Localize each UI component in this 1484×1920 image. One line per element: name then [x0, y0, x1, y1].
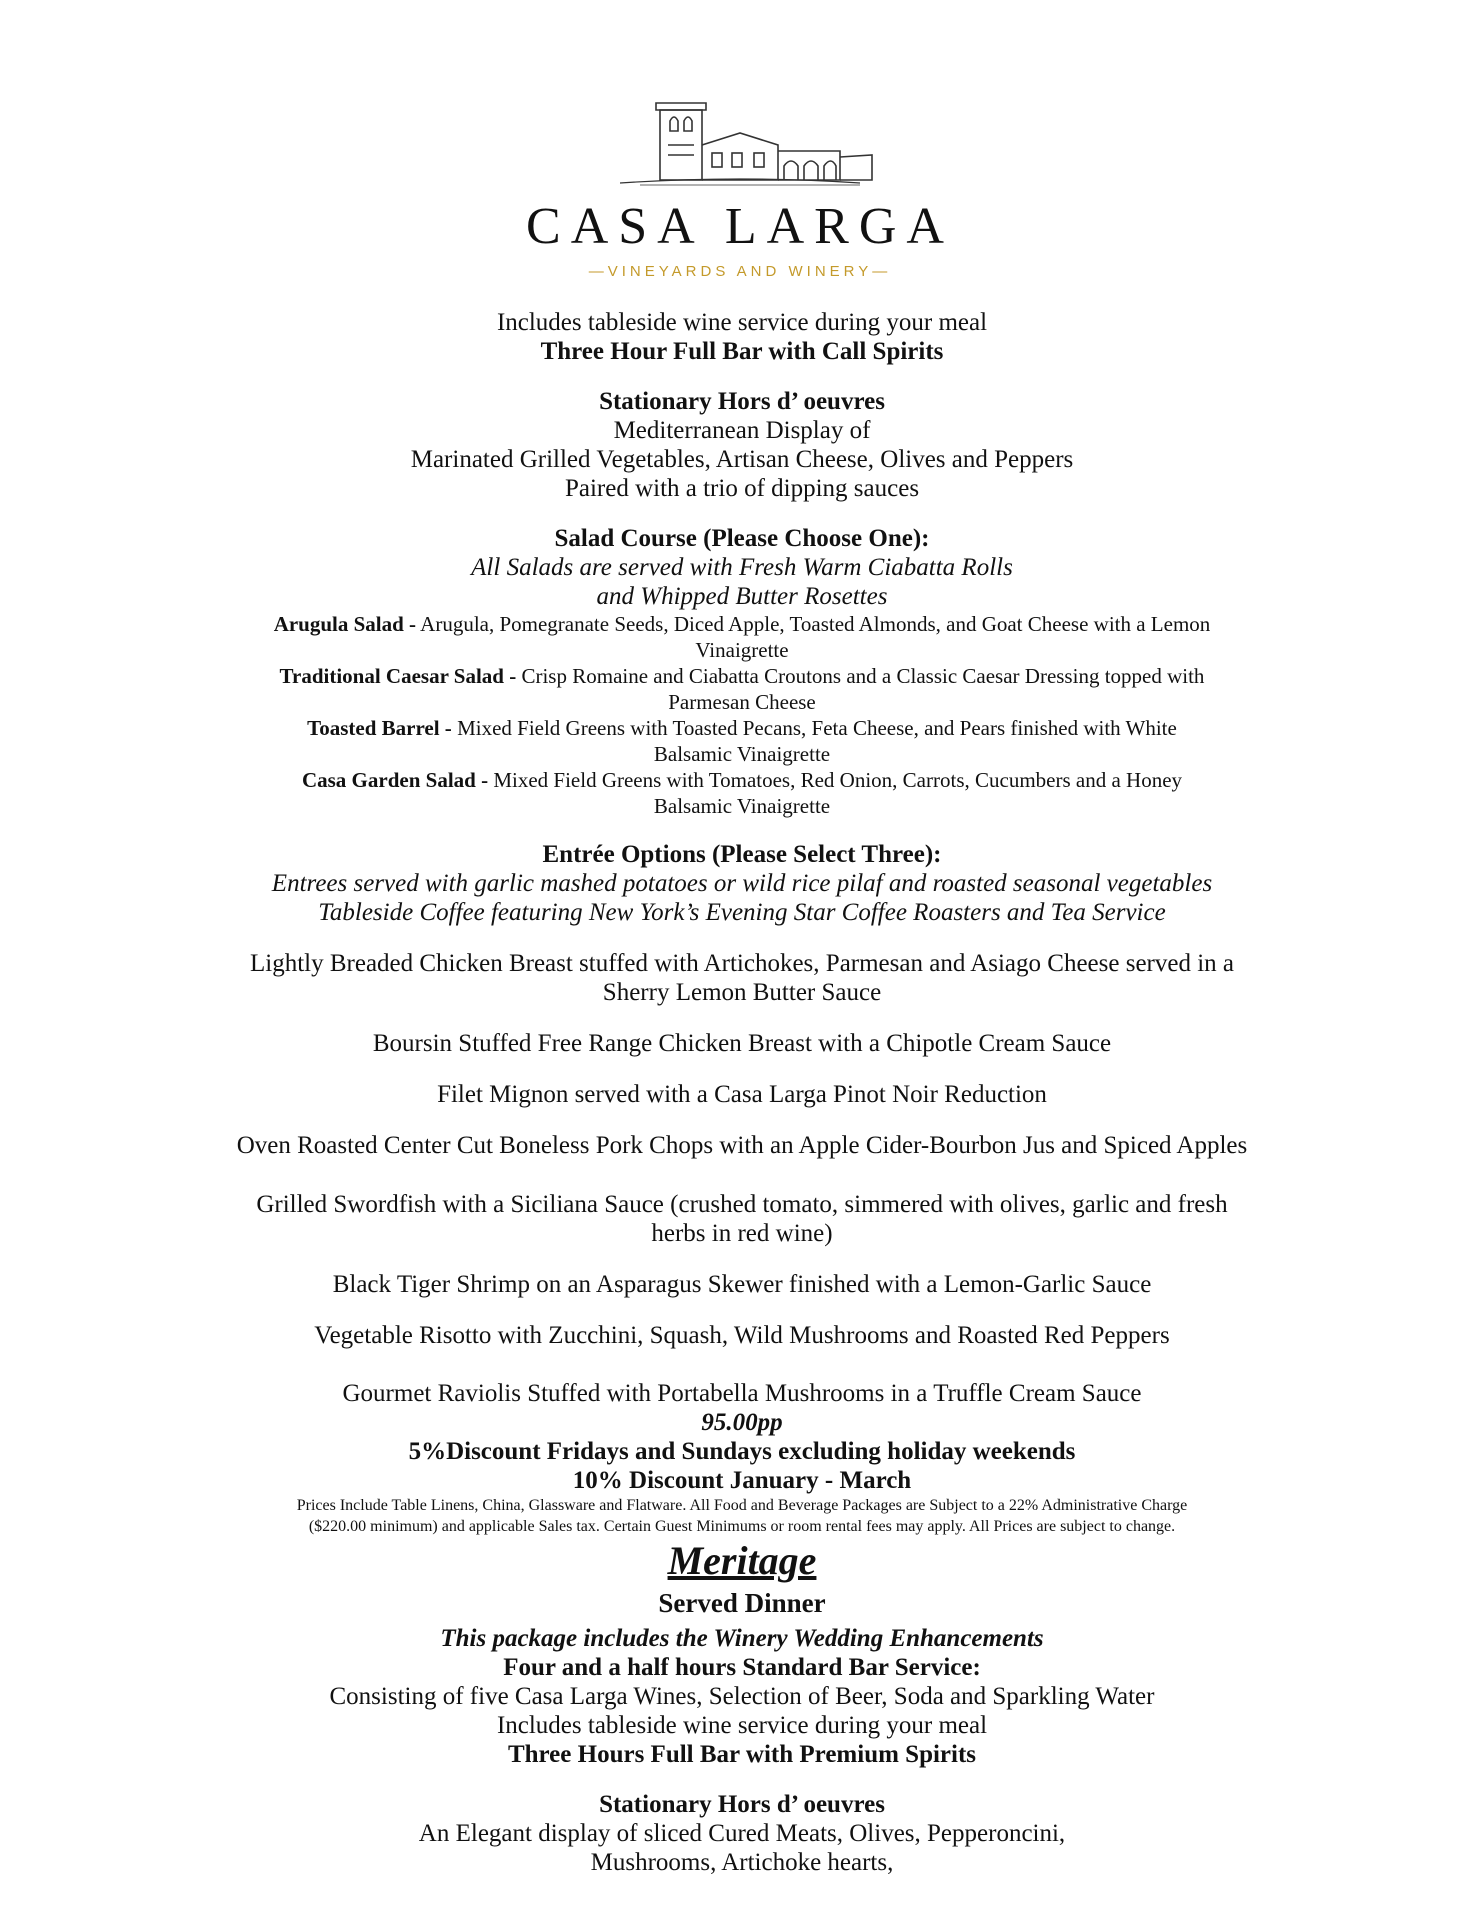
- meritage-title: Meritage: [667, 1538, 817, 1583]
- salad-item-desc: Mixed Field Greens with Toasted Pecans, Feta Cheese, and Pears finished with White: [451, 716, 1177, 740]
- menu-content: [150, 308, 1334, 1877]
- salad-note: All Salads are served with Fresh Warm Ciabatta Rolls: [471, 554, 1013, 581]
- logo-wordmark: CASA LARGA: [526, 198, 954, 255]
- price-per-person: 95.00pp: [701, 1409, 783, 1436]
- salad-item-name: Traditional Caesar Salad -: [279, 664, 517, 688]
- meritage-stationary-line: An Elegant display of sliced Cured Meats, Olives, Pepperoncini,: [418, 1820, 1066, 1847]
- meritage-bar-heading: Four and a half hours Standard Bar Service:: [503, 1654, 981, 1681]
- entree-note: Tableside Coffee featuring New York’s Evening Star Coffee Roasters and Tea Service: [318, 899, 1166, 926]
- stationary-line: Paired with a trio of dipping sauces: [564, 475, 920, 502]
- entree-item: [150, 1190, 1334, 1248]
- discount-winter: 10% Discount January - March: [572, 1467, 912, 1494]
- entree-item: [150, 949, 1334, 1007]
- meritage-bar-line: Consisting of five Casa Larga Wines, Selection of Beer, Soda and Sparkling Water: [329, 1683, 1155, 1710]
- fine-print: Prices Include Table Linens, China, Glassware and Flatware. All Food and Beverage Packages are Subject to a 22% Administrative Charge: [296, 1497, 1188, 1514]
- entree-item-line: herbs in red wine): [651, 1220, 833, 1247]
- stationary-line: Mediterranean Display of: [613, 417, 871, 444]
- entree-item-line: Grilled Swordfish with a Siciliana Sauce (crushed tomato, simmered with olives, garlic and fresh: [256, 1191, 1228, 1218]
- entree-item: Boursin Stuffed Free Range Chicken Breast with a Chipotle Cream Sauce: [372, 1030, 1112, 1057]
- entree-heading: Entrée Options (Please Select Three):: [542, 841, 942, 868]
- salad-item-casa-garden: [150, 767, 1334, 819]
- salad-item-desc: Crisp Romaine and Ciabatta Croutons and a Classic Caesar Dressing topped with: [516, 664, 1205, 688]
- salad-item-desc: Mixed Field Greens with Tomatoes, Red Onion, Carrots, Cucumbers and a Honey: [488, 768, 1183, 792]
- entree-item-line: Sherry Lemon Butter Sauce: [602, 979, 882, 1006]
- salad-heading: Salad Course (Please Choose One):: [554, 525, 930, 552]
- entree-item: Gourmet Raviolis Stuffed with Portabella Mushrooms in a Truffle Cream Sauce: [342, 1380, 1142, 1407]
- logo-tagline: —VINEYARDS AND WINERY—: [588, 263, 892, 280]
- entree-item: Black Tiger Shrimp on an Asparagus Skewer finished with a Lemon-Garlic Sauce: [332, 1271, 1152, 1298]
- entree-note: Entrees served with garlic mashed potatoes or wild rice pilaf and roasted seasonal vegetables: [271, 870, 1213, 897]
- salad-item-desc-cont: Vinaigrette: [695, 638, 789, 662]
- salad-item-name: Toasted Barrel -: [307, 716, 452, 740]
- salad-item-desc: Arugula, Pomegranate Seeds, Diced Apple, Toasted Almonds, and Goat Cheese with a Lemon: [416, 612, 1211, 636]
- winery-building-icon: [500, 85, 980, 197]
- salad-item-arugula: [150, 611, 1334, 663]
- meritage-premium: Three Hours Full Bar with Premium Spirits: [507, 1741, 977, 1768]
- meritage-enhancements: This package includes the Winery Wedding Enhancements: [440, 1625, 1044, 1652]
- salad-item-toasted-barrel: [150, 715, 1334, 767]
- entree-item-line: Lightly Breaded Chicken Breast stuffed with Artichokes, Parmesan and Asiago Cheese served in a: [249, 950, 1235, 977]
- salad-item-name: Casa Garden Salad -: [301, 768, 489, 792]
- salad-item-desc-cont: Balsamic Vinaigrette: [653, 742, 831, 766]
- salad-item-desc-cont: Parmesan Cheese: [668, 690, 816, 714]
- entree-item: Vegetable Risotto with Zucchini, Squash, Wild Mushrooms and Roasted Red Peppers: [314, 1322, 1170, 1349]
- entree-item: Filet Mignon served with a Casa Larga Pinot Noir Reduction: [437, 1081, 1047, 1108]
- meritage-stationary-heading: Stationary Hors d’ oeuvres: [599, 1791, 885, 1818]
- salad-item-name: Arugula Salad -: [273, 612, 417, 636]
- salad-item-caesar: [150, 663, 1334, 715]
- meritage-wine-line: Includes tableside wine service during your meal: [496, 1712, 988, 1739]
- stationary-line: Marinated Grilled Vegetables, Artisan Cheese, Olives and Peppers: [410, 446, 1074, 473]
- intro-full-bar: Three Hour Full Bar with Call Spirits: [540, 338, 944, 365]
- casa-larga-logo: [500, 85, 980, 285]
- discount-weekend: 5%Discount Fridays and Sundays excluding holiday weekends: [408, 1438, 1076, 1465]
- salad-item-desc-cont: Balsamic Vinaigrette: [653, 794, 831, 818]
- meritage-subtitle: Served Dinner: [658, 1588, 826, 1618]
- entree-item: Oven Roasted Center Cut Boneless Pork Chops with an Apple Cider-Bourbon Jus and Spiced Apples: [236, 1132, 1248, 1159]
- meritage-stationary-line: Mushrooms, Artichoke hearts,: [590, 1849, 894, 1876]
- fine-print: ($220.00 minimum) and applicable Sales tax. Certain Guest Minimums or room rental fees may apply. All Prices are subject to change.: [308, 1518, 1176, 1535]
- stationary-heading: Stationary Hors d’ oeuvres: [599, 388, 885, 415]
- intro-wine-service: Includes tableside wine service during your meal: [496, 309, 988, 336]
- salad-note: and Whipped Butter Rosettes: [596, 583, 888, 610]
